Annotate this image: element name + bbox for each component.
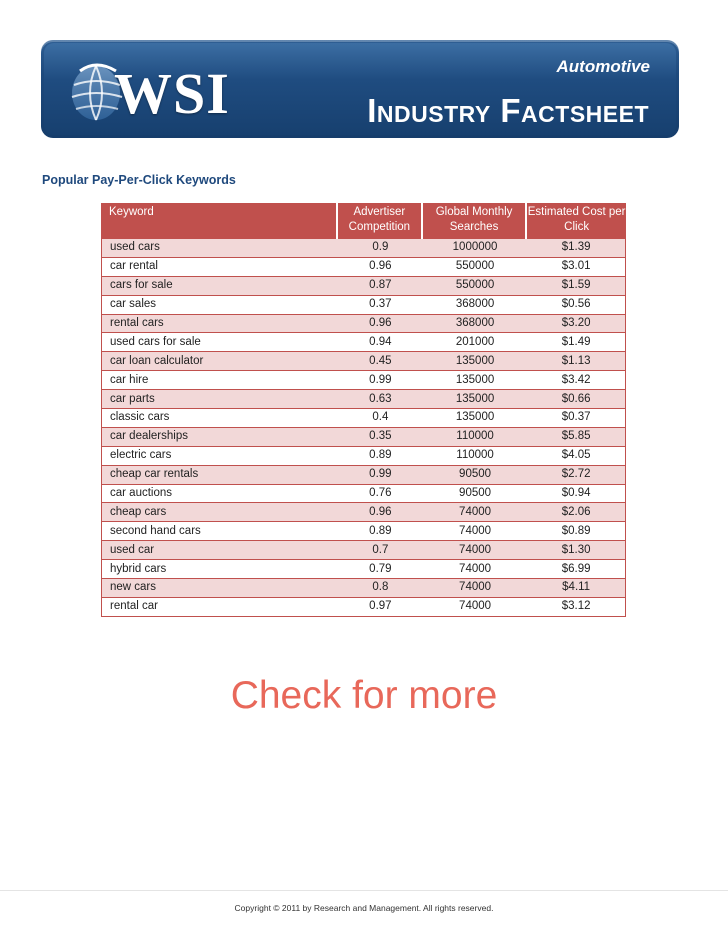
searches-cell: 1000000 (423, 239, 527, 258)
table-row (101, 239, 626, 258)
cost-cell: $1.13 (527, 352, 626, 371)
table-row (101, 352, 626, 371)
competition-cell: 0.96 (338, 258, 423, 277)
searches-cell: 74000 (423, 522, 527, 541)
competition-cell: 0.94 (338, 333, 423, 352)
cost-cell: $1.59 (527, 277, 626, 296)
cost-cell: $2.72 (527, 466, 626, 485)
table-row (101, 333, 626, 352)
cost-cell: $1.30 (527, 541, 626, 560)
header-competition: Advertiser Competition (338, 203, 423, 239)
searches-cell: 368000 (423, 315, 527, 334)
table-row (101, 428, 626, 447)
cost-cell: $1.49 (527, 333, 626, 352)
searches-cell: 135000 (423, 371, 527, 390)
searches-cell: 74000 (423, 541, 527, 560)
table-row (101, 598, 626, 617)
searches-cell: 201000 (423, 333, 527, 352)
searches-cell: 135000 (423, 390, 527, 409)
cost-cell: $0.37 (527, 409, 626, 428)
keyword-cell: rental cars (101, 315, 338, 334)
table-row (101, 522, 626, 541)
cost-cell: $3.01 (527, 258, 626, 277)
keywords-table (101, 203, 626, 617)
searches-cell: 110000 (423, 447, 527, 466)
table-row (101, 390, 626, 409)
competition-cell: 0.99 (338, 466, 423, 485)
check-for-more-link[interactable]: Check for more (230, 674, 498, 717)
searches-cell: 90500 (423, 485, 527, 504)
cost-cell: $3.42 (527, 371, 626, 390)
keyword-cell: new cars (101, 579, 338, 598)
keyword-cell: car auctions (101, 485, 338, 504)
cost-cell: $6.99 (527, 560, 626, 579)
header-keyword: Keyword (101, 203, 338, 239)
keyword-cell: cheap cars (101, 503, 338, 522)
competition-cell: 0.76 (338, 485, 423, 504)
table-row (101, 485, 626, 504)
keyword-cell: car rental (101, 258, 338, 277)
competition-cell: 0.89 (338, 522, 423, 541)
keyword-cell: electric cars (101, 447, 338, 466)
cost-cell: $0.66 (527, 390, 626, 409)
footer (0, 890, 728, 941)
searches-cell: 74000 (423, 579, 527, 598)
keyword-cell: cars for sale (101, 277, 338, 296)
table-row (101, 579, 626, 598)
keyword-cell: hybrid cars (101, 560, 338, 579)
searches-cell: 74000 (423, 598, 527, 617)
searches-cell: 135000 (423, 409, 527, 428)
table-row (101, 296, 626, 315)
competition-cell: 0.35 (338, 428, 423, 447)
keyword-cell: used cars for sale (101, 333, 338, 352)
keyword-cell: car hire (101, 371, 338, 390)
cost-cell: $1.39 (527, 239, 626, 258)
section-title: Popular Pay-Per-Click Keywords (42, 173, 236, 187)
page-title: Industry Factsheet (367, 92, 649, 129)
cost-cell: $0.56 (527, 296, 626, 315)
table-body (101, 239, 626, 617)
table-header-row (101, 203, 626, 239)
table-row (101, 277, 626, 296)
competition-cell: 0.9 (338, 239, 423, 258)
keyword-cell: car loan calculator (101, 352, 338, 371)
competition-cell: 0.96 (338, 315, 423, 334)
competition-cell: 0.79 (338, 560, 423, 579)
cost-cell: $0.89 (527, 522, 626, 541)
keyword-cell: used cars (101, 239, 338, 258)
searches-cell: 550000 (423, 277, 527, 296)
keyword-cell: classic cars (101, 409, 338, 428)
competition-cell: 0.89 (338, 447, 423, 466)
cost-cell: $3.12 (527, 598, 626, 617)
searches-cell: 74000 (423, 503, 527, 522)
table-row (101, 503, 626, 522)
keyword-cell: second hand cars (101, 522, 338, 541)
header-searches: Global Monthly Searches (423, 203, 527, 239)
cost-cell: $0.94 (527, 485, 626, 504)
competition-cell: 0.97 (338, 598, 423, 617)
competition-cell: 0.8 (338, 579, 423, 598)
competition-cell: 0.37 (338, 296, 423, 315)
table-row (101, 315, 626, 334)
searches-cell: 110000 (423, 428, 527, 447)
table-row (101, 447, 626, 466)
keyword-cell: used car (101, 541, 338, 560)
cost-cell: $4.05 (527, 447, 626, 466)
searches-cell: 135000 (423, 352, 527, 371)
competition-cell: 0.63 (338, 390, 423, 409)
cost-cell: $5.85 (527, 428, 626, 447)
table-row (101, 541, 626, 560)
table-row (101, 409, 626, 428)
keyword-cell: car dealerships (101, 428, 338, 447)
wsi-logo[interactable] (66, 57, 242, 127)
competition-cell: 0.87 (338, 277, 423, 296)
keyword-cell: cheap car rentals (101, 466, 338, 485)
searches-cell: 368000 (423, 296, 527, 315)
cost-cell: $3.20 (527, 315, 626, 334)
competition-cell: 0.96 (338, 503, 423, 522)
header-banner (41, 40, 679, 138)
table-row (101, 371, 626, 390)
competition-cell: 0.99 (338, 371, 423, 390)
searches-cell: 74000 (423, 560, 527, 579)
cost-cell: $4.11 (527, 579, 626, 598)
header-cost: Estimated Cost per Click (527, 203, 626, 239)
keyword-cell: car sales (101, 296, 338, 315)
cost-cell: $2.06 (527, 503, 626, 522)
competition-cell: 0.7 (338, 541, 423, 560)
category-label: Automotive (556, 57, 650, 76)
table-row (101, 560, 626, 579)
logo-text: WSI (114, 61, 230, 126)
keyword-cell: car parts (101, 390, 338, 409)
competition-cell: 0.45 (338, 352, 423, 371)
table-row (101, 258, 626, 277)
table-row (101, 466, 626, 485)
competition-cell: 0.4 (338, 409, 423, 428)
searches-cell: 550000 (423, 258, 527, 277)
keyword-cell: rental car (101, 598, 338, 617)
copyright-text: Copyright © 2011 by Research and Management. All rights reserved. (234, 903, 494, 913)
searches-cell: 90500 (423, 466, 527, 485)
